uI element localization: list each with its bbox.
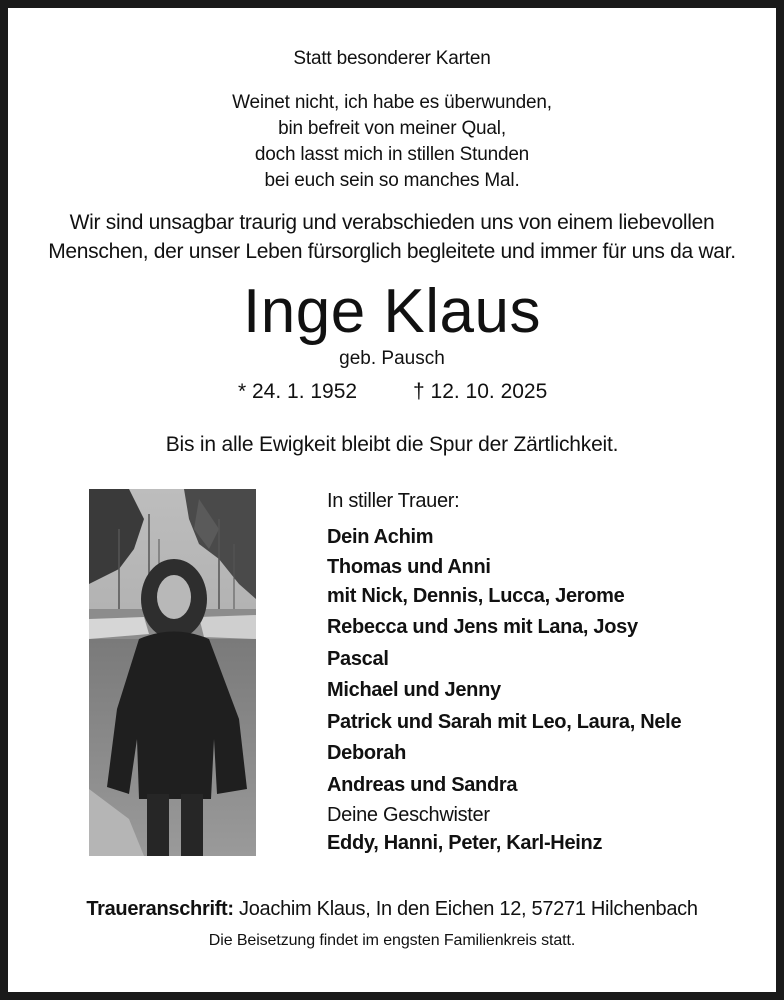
life-dates: [8, 380, 776, 408]
intro-line: Menschen, der unser Leben fürsorglich begleitete und immer für uns da war.: [48, 240, 736, 263]
poem-line: bin befreit von meiner Qual,: [278, 118, 506, 139]
mourner-line: Rebecca und Jens mit Lana, Josy: [327, 616, 638, 638]
portrait-photo-image: [89, 489, 256, 856]
mourner-line: Patrick und Sarah mit Leo, Laura, Nele: [327, 710, 682, 733]
death-date: † 12. 10. 2025: [413, 380, 548, 403]
poem-line: Weinet nicht, ich habe es überwunden,: [232, 92, 552, 113]
address-label: Traueranschrift:: [86, 898, 234, 920]
mourners-heading: In stiller Trauer:: [327, 490, 460, 512]
portrait-photo: [89, 489, 256, 856]
mourner-line: Eddy, Hanni, Peter, Karl-Heinz: [327, 832, 603, 854]
mourning-address: [8, 898, 776, 921]
mourner-line: Michael und Jenny: [327, 679, 501, 701]
mourner-line: Pascal: [327, 647, 389, 670]
poem: [8, 90, 776, 194]
poem-line: doch lasst mich in stillen Stunden: [254, 144, 530, 165]
poem-line: bei euch sein so manches Mal.: [264, 170, 520, 191]
obituary-notice: [8, 8, 776, 992]
address-text: Joachim Klaus, In den Eichen 12, 57271 Hilchenbach: [233, 898, 698, 920]
mourners-list: [327, 486, 757, 857]
preface-text: Statt besonderer Karten: [293, 48, 491, 69]
burial-note: Die Beisetzung findet im engsten Familienkreis statt.: [208, 932, 576, 949]
maiden-name: geb. Pausch: [339, 348, 445, 369]
mourner-line: Deine Geschwister: [327, 804, 490, 826]
mourner-line: mit Nick, Dennis, Lucca, Jerome: [327, 584, 625, 607]
mourner-line: Thomas und Anni: [327, 555, 491, 578]
mourner-line: Deborah: [327, 742, 407, 764]
mourner-line: Dein Achim: [327, 526, 434, 548]
birth-date: * 24. 1. 1952: [238, 380, 358, 403]
mourner-line: Andreas und Sandra: [327, 773, 518, 796]
intro-line: Wir sind unsagbar traurig und verabschieden uns von einem liebevollen: [69, 211, 715, 234]
motto: Bis in alle Ewigkeit bleibt die Spur der Zärtlichkeit.: [165, 433, 619, 456]
intro-text: [8, 208, 776, 266]
deceased-name: Inge Klaus: [243, 277, 541, 346]
